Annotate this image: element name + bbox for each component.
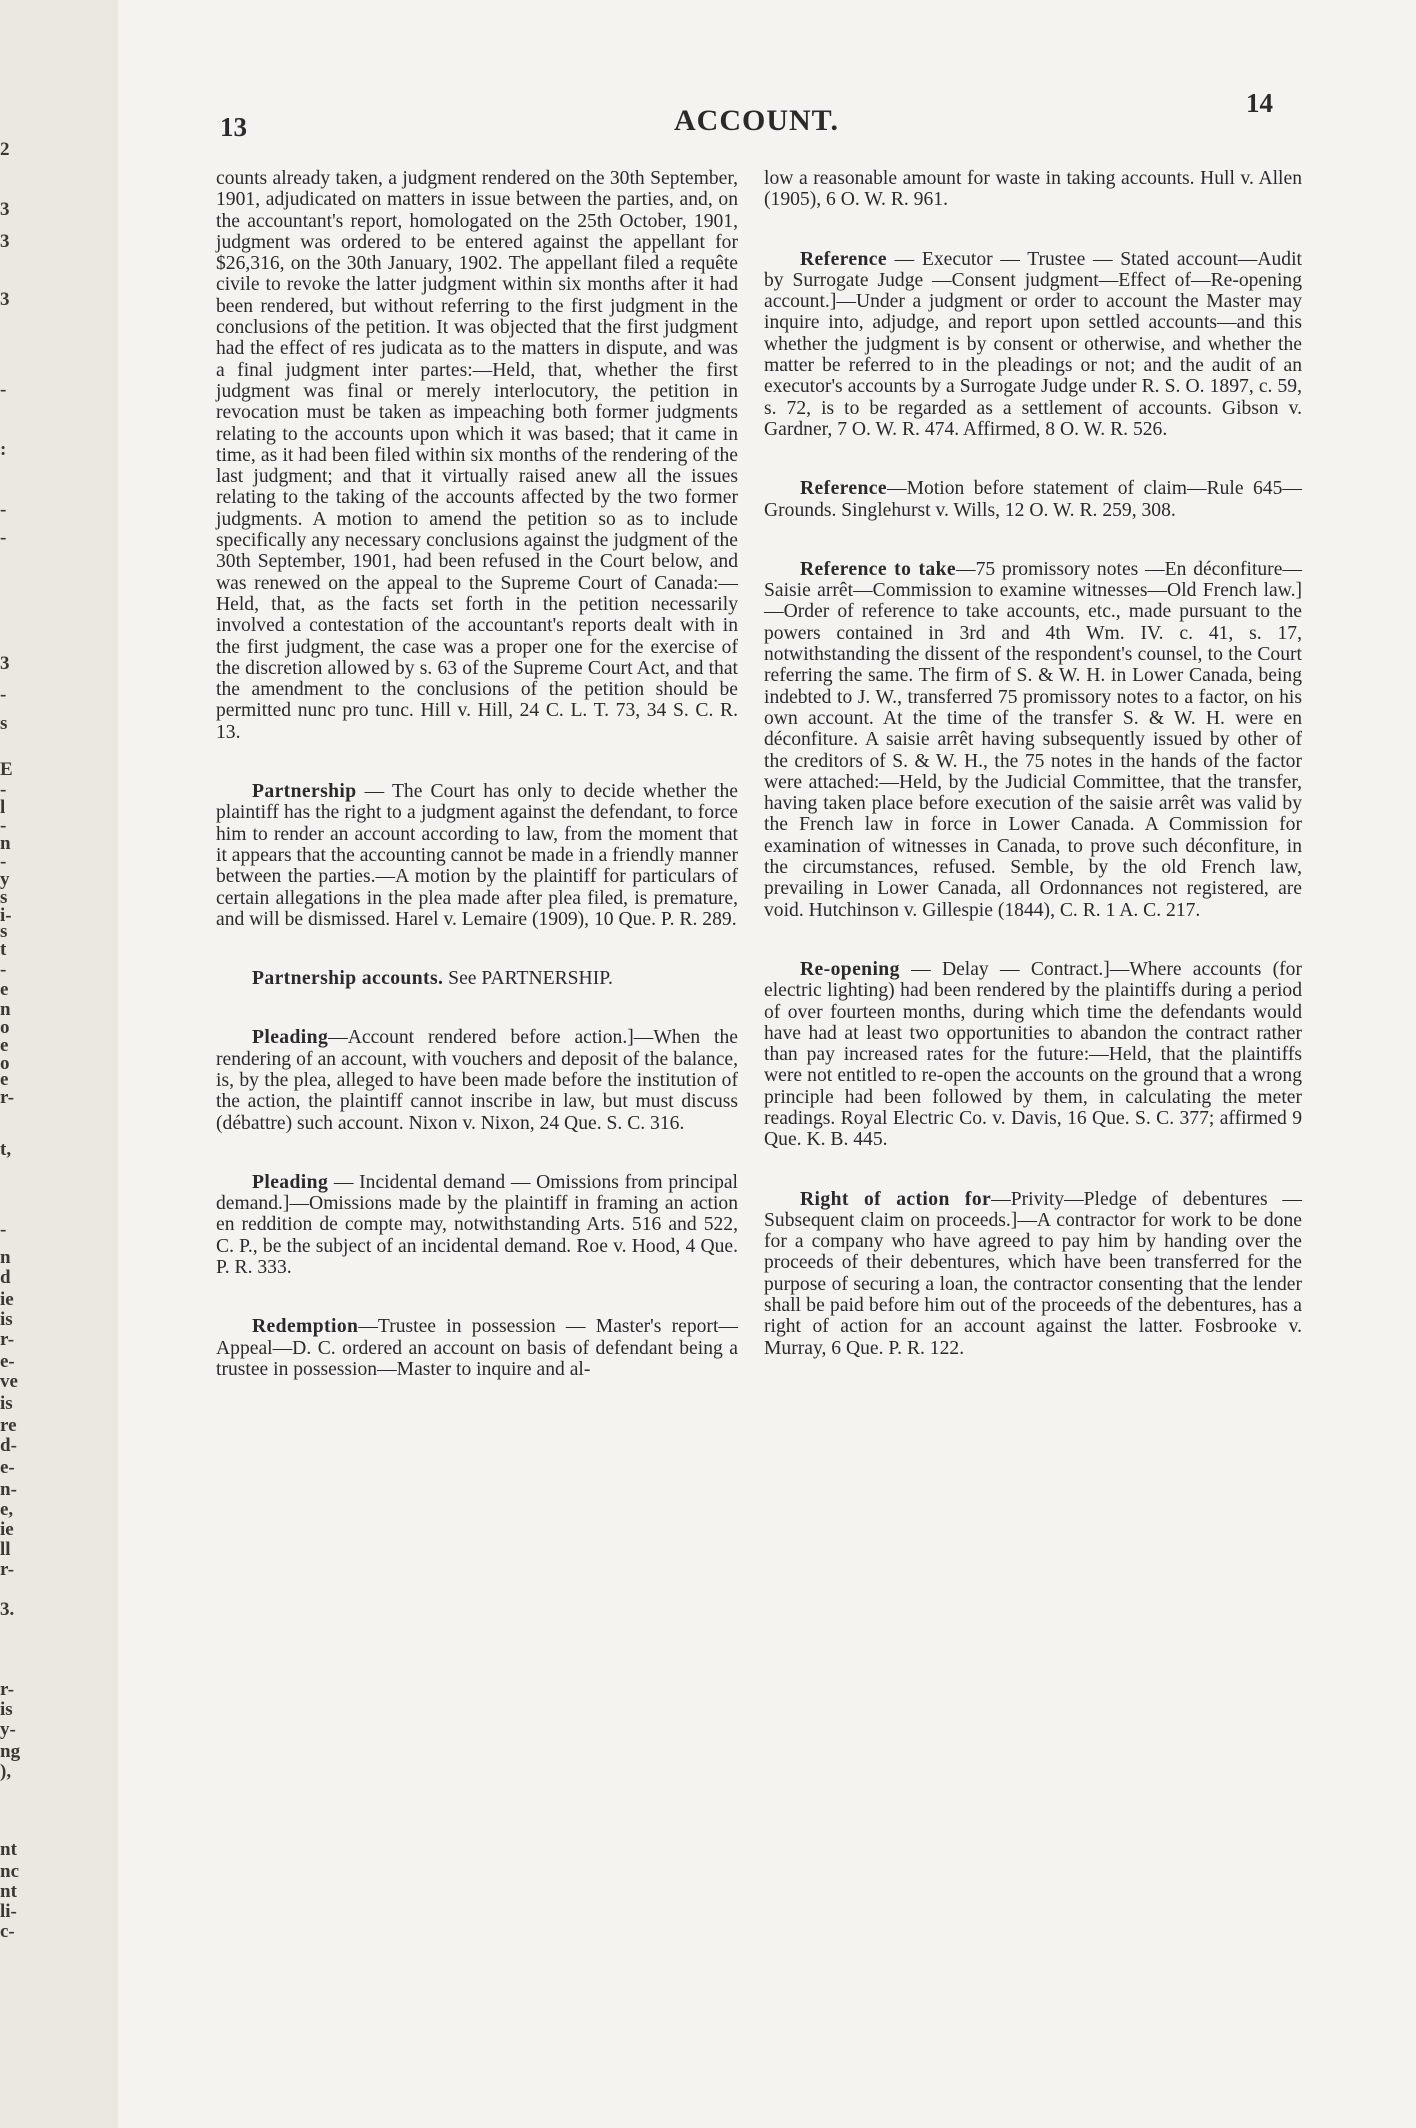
gutter-fragment: is <box>0 1309 13 1330</box>
entry-body: —Account rendered before action.]—When the rendering of an account, with vouchers and deposit of the balance, is, by the plea, alleged to have been made before the institution of the action, the plaintiff cannot inscribe in law, but must discuss (débattre) such account. Nixon v. Nixon, 24 Que. S. C. 316. <box>216 1027 738 1134</box>
gutter-fragment: l <box>0 797 6 818</box>
gutter-fragment: t <box>0 939 7 960</box>
entry-redemption <box>216 1316 738 1380</box>
gutter-fragment: n- <box>0 1479 17 1500</box>
gutter-fragment: ie <box>0 1519 14 1540</box>
gutter-fragment: n <box>0 1247 11 1268</box>
gutter-fragment: r- <box>0 1679 15 1700</box>
continuation-text: counts already taken, a judgment rendered on the 30th September, 1901, adjudicated on matters in issue between the parties, and, on the accountant's report, homologated on the 25th October, 1901, judgment was ordered to be entered against the appellant for $26,316, on the 30th January, 1902. The appellant filed a requête civile to revoke the latter judgment within six months after it had been rendered, but without referring to the first judgment in the conclusions of the petition. It was objected that the first judgment had the effect of res judicata as to the matters in dispute, and was a final judgment inter partes:—Held, that, whether the first judgment was final or merely interlocutory, the petition in revocation must be taken as impeaching both former judgments relating to the accounts upon which it was based; that it came in time, as it had been filed within six months of the rendering of the last judgment; and that it virtually raised anew all the issues relating to the taking of the accounts affected by the two former judgments. A motion to amend the petition so as to include specifically any necessary conclusions against the judgment of the 30th September, 1901, had been refused in the Court below, and was renewed on the appeal to the Supreme Court of Canada:—Held, that, as the facts set forth in the petition necessarily involved a contestation of the accountant's reports dealt with in the first judgment, the case was a proper one for the exercise of the discretion allowed by s. 63 of the Supreme Court Act, and that the amendment to the conclusions of the petition should be permitted nunc pro tunc. Hill v. Hill, 24 C. L. T. 73, 34 S. C. R. 13. <box>216 168 738 743</box>
gutter-fragment: 3 <box>0 199 10 220</box>
entry-heading: Reference <box>800 248 887 270</box>
gutter-fragment: nc <box>0 1861 19 1882</box>
gutter-fragment: s <box>0 713 8 734</box>
gutter-fragment: r- <box>0 1087 15 1108</box>
gutter-fragment: 3 <box>0 653 10 674</box>
gutter-fragment: li- <box>0 1901 17 1922</box>
gutter-fragment: - <box>0 684 7 705</box>
entry-heading: Partnership accounts. <box>252 968 444 990</box>
gutter-fragment: s <box>0 887 8 908</box>
gutter-fragment: e- <box>0 1457 15 1478</box>
gutter-fragment: - <box>0 851 7 872</box>
entry-heading: Pleading <box>252 1171 329 1193</box>
gutter-fragment: e <box>0 1069 9 1090</box>
page-number-left: 13 <box>220 112 247 142</box>
gutter-fragment: d <box>0 1267 11 1288</box>
entry-body: —Motion before statement of claim—Rule 645—Grounds. Singlehurst v. Wills, 12 O. W. R. 259, 308. <box>764 478 1302 521</box>
entry-body: — The Court has only to decide whether the plaintiff has the right to a judgment against the defendant, to force him to render an account according to law, from the moment that it appears that the accounting cannot be made in a friendly manner between the parties.—A motion by the plaintiff for particulars of certain allegations in the plea made after plea filed, is premature, and will be dismissed. Harel v. Lemaire (1909), 10 Que. P. R. 289. <box>216 781 738 930</box>
entry-partnership <box>216 781 738 930</box>
gutter-fragment: is <box>0 1699 13 1720</box>
continuation-text: low a reasonable amount for waste in taking accounts. Hull v. Allen (1905), 6 O. W. R. 961. <box>764 168 1302 211</box>
gutter-fragment: r- <box>0 1329 15 1350</box>
gutter-fragment: n <box>0 999 11 1020</box>
entry-heading: Partnership <box>252 781 357 803</box>
entry-body: See PARTNERSHIP. <box>443 968 613 990</box>
right-continuation-paragraph <box>764 168 1302 211</box>
gutter-fragment: 3. <box>0 1599 15 1620</box>
entry-pleading-2 <box>216 1172 738 1278</box>
book-page <box>118 0 1416 2128</box>
gutter-fragment: y <box>0 869 10 890</box>
gutter-fragment: t, <box>0 1139 12 1160</box>
gutter-fragment: - <box>0 779 7 800</box>
entry-body: — Executor — Trustee — Stated account—Audit by Surrogate Judge —Consent judgment—Effect of—Re-opening account.]—Under a judgment or order to account the Master may inquire into, adjudge, and report upon settled accounts—and this whether the judgment is by consent or otherwise, and whether the matter be referred to in the pleadings or not; and the audit of an executor's accounts by a Surrogate Judge under R. S. O. 1897, c. 59, s. 72, is to be regarded as a settlement of accounts. Gibson v. Gardner, 7 O. W. R. 474. Affirmed, 8 O. W. R. 526. <box>764 248 1302 440</box>
gutter-fragment: nt <box>0 1881 17 1902</box>
entry-heading: Right of action for <box>800 1188 992 1210</box>
entry-body: —75 promissory notes —En déconfiture—Saisie arrêt—Commission to examine witnesses—Old French law.]—Order of reference to take accounts, etc., made pursuant to the powers contained in 3rd and 4th Wm. IV. c. 41, s. 17, notwithstanding the dissent of the respondent's counsel, to the Court referring the same. The firm of S. & W. H. in Lower Canada, being indebted to J. W., transferred 75 promissory notes to a factor, on his own account. At the time of the transfer S. & W. H. were en déconfiture. A saisie arrêt having subsequently issued by other of the creditors of S. & W. H., the 75 notes in the hands of the factor were attached:—Held, by the Judicial Committee, that the transfer, having taken place before execution of the saisie arrêt was valid by the French law in force in Lower Canada. A Commission for examination of witnesses in Canada, to prove such déconfiture, in the circumstances, refused. Semble, by the old French law, prevailing in Lower Canada, all Ordonnances not registered, are void. Hutchinson v. Gillespie (1844), C. R. 1 A. C. 217. <box>764 558 1303 921</box>
entry-heading: Re-opening <box>800 958 900 980</box>
entry-heading: Reference to take <box>800 558 956 580</box>
gutter-fragment: re <box>0 1415 17 1436</box>
gutter-fragment: 2 <box>0 139 10 160</box>
gutter-fragment: - <box>0 499 7 520</box>
entry-reference-2 <box>764 478 1302 521</box>
gutter-fragment: n <box>0 833 11 854</box>
gutter-fragment: : <box>0 439 7 460</box>
gutter-fragment: o <box>0 1017 10 1038</box>
gutter-fragment: y- <box>0 1719 16 1740</box>
gutter-fragment: E <box>0 759 13 780</box>
gutter-fragment: - <box>0 815 7 836</box>
gutter-fragment: ve <box>0 1371 18 1392</box>
gutter-fragment: r- <box>0 1559 15 1580</box>
entry-heading: Redemption <box>252 1316 359 1338</box>
entry-body: — Incidental demand — Omissions from principal demand.]—Omissions made by the plaintiff in framing an action en reddition de compte may, notwithstanding Arts. 516 and 522, C. P., be the subject of an incidental demand. Roe v. Hood, 4 Que. P. R. 333. <box>216 1171 738 1279</box>
gutter-fragment: e, <box>0 1499 14 1520</box>
left-column <box>216 168 738 1418</box>
adjacent-page-text-fragments <box>0 0 21 2128</box>
gutter-fragment: c- <box>0 1921 15 1942</box>
entry-right-of-action <box>764 1189 1302 1359</box>
gutter-fragment: - <box>0 1219 7 1240</box>
gutter-fragment: ie <box>0 1289 14 1310</box>
gutter-fragment: - <box>0 959 7 980</box>
running-title: ACCOUNT. <box>674 104 839 137</box>
gutter-fragment: s <box>0 921 8 942</box>
entry-partnership-accounts <box>216 968 738 989</box>
page-header <box>118 82 1416 152</box>
entry-body: — Delay — Contract.]—Where accounts (for electric lighting) had been rendered by the plaintiffs during a period of over fourteen months, during which time the defendants would have had at least two opportunities to abandon the contract rather than pay increased rates for the future:—Held, that the plaintiffs were not entitled to re-open the accounts on the ground that a wrong principle had been followed by them, in calculating the meter readings. Royal Electric Co. v. Davis, 16 Que. S. C. 377; affirmed 9 Que. K. B. 445. <box>764 958 1302 1151</box>
entry-reference-to-take <box>764 559 1302 921</box>
gutter-fragment: 3 <box>0 231 10 252</box>
adjacent-page-gutter <box>0 0 120 2128</box>
gutter-fragment: d- <box>0 1435 17 1456</box>
gutter-fragment: 3 <box>0 289 10 310</box>
entry-body: —Trustee in possession — Master's report—Appeal—D. C. ordered an account on basis of defendant being a trustee in possession—Master to inquire and al- <box>216 1316 738 1380</box>
entry-body: —Privity—Pledge of debentures — Subsequent claim on proceeds.]—A contractor for work to be done for a company who have agreed to pay him by handing over the proceeds of their debentures, which have been transferred for the purpose of securing a loan, the contractor consenting that the lender shall be paid before him out of the proceeds of the debentures, has a right of action for an account against the latter. Fosbrooke v. Murray, 6 Que. P. R. 122. <box>764 1188 1302 1359</box>
right-column <box>764 168 1302 1397</box>
left-continuation-paragraph <box>216 168 738 743</box>
entry-re-opening <box>764 959 1302 1151</box>
entry-reference-1 <box>764 249 1302 441</box>
gutter-fragment: i- <box>0 905 12 926</box>
gutter-fragment: - <box>0 527 7 548</box>
page-number-right: 14 <box>1246 88 1273 118</box>
gutter-fragment: nt <box>0 1839 17 1860</box>
gutter-fragment: is <box>0 1393 13 1414</box>
entry-heading: Reference <box>800 478 887 500</box>
gutter-fragment: ng <box>0 1741 21 1762</box>
gutter-fragment: o <box>0 1053 10 1074</box>
gutter-fragment: e <box>0 979 9 1000</box>
gutter-fragment: e <box>0 1035 9 1056</box>
entry-heading: Pleading <box>252 1027 329 1049</box>
gutter-fragment: - <box>0 379 7 400</box>
gutter-fragment: ll <box>0 1539 11 1560</box>
entry-pleading-1 <box>216 1027 738 1133</box>
gutter-fragment: ), <box>0 1761 12 1782</box>
gutter-fragment: e- <box>0 1351 15 1372</box>
